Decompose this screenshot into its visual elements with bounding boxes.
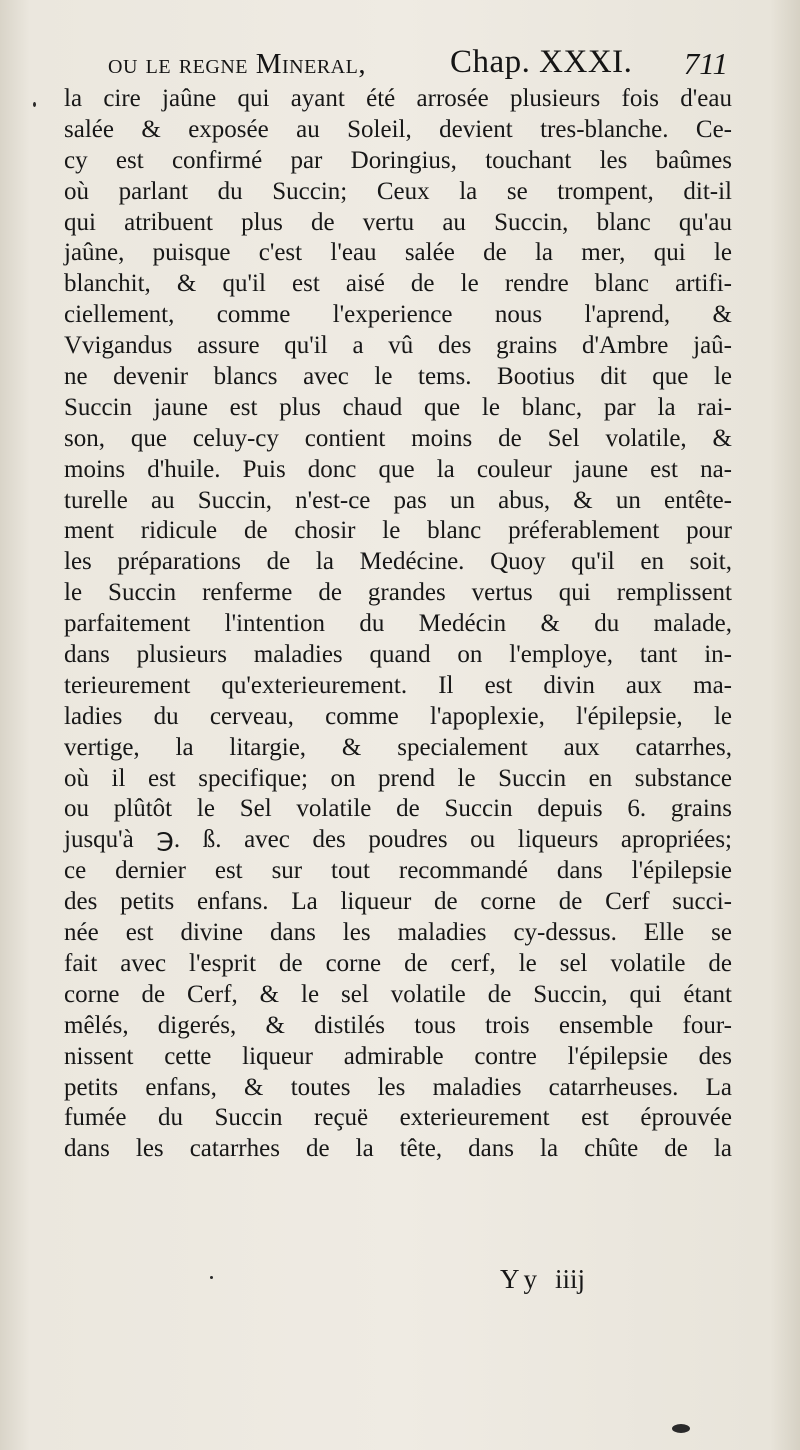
text-line: son, que celuy-cy contient moins de Sel volatile, & (64, 424, 732, 452)
text-line: mêlés, digerés, & distilés tous trois ensemble four- (64, 1011, 732, 1039)
text-line: turelle au Succin, n'est-ce pas un abus, & un entête- (64, 486, 732, 514)
chapter-heading: Chap. XXXI. (450, 44, 633, 80)
text-line: la cire jaûne qui ayant été arrosée plusieurs fois d'eau (64, 85, 732, 112)
text-line: où parlant du Succin; Ceux la se trompent, dit-il (64, 177, 732, 205)
text-line: ladies du cerveau, comme l'apoplexie, l'épilepsie, le (64, 702, 732, 730)
text-line: jusqu'à ℈. ß. avec des poudres ou liqueurs apropriées; (64, 826, 732, 854)
text-line: petits enfans, & toutes les maladies catarrheuses. La (64, 1073, 732, 1101)
ink-speck (672, 1424, 690, 1433)
text-line: Succin jaune est plus chaud que le blanc, par la rai- (64, 393, 732, 421)
text-line: Vvigandus assure qu'il a vû des grains d'Ambre jaû- (64, 332, 732, 360)
text-line: ment ridicule de chosir le blanc préferablement pour (64, 517, 732, 545)
text-line: des petits enfans. La liqueur de corne de Cerf succi- (64, 888, 732, 916)
text-line: ce dernier est sur tout recommandé dans l'épilepsie (64, 857, 732, 885)
text-line: blanchit, & qu'il est aisé de le rendre blanc artifi- (64, 270, 732, 298)
text-line: vertige, la litargie, & specialement aux catarrhes, (64, 733, 732, 761)
body-text (64, 84, 732, 1165)
text-line: ne devenir blancs avec le tems. Bootius dit que le (64, 363, 732, 391)
text-line: ciellement, comme l'experience nous l'aprend, & (64, 301, 732, 329)
text-line: qui atribuent plus de vertu au Succin, blanc qu'au (64, 208, 732, 236)
running-title: ou le regne Mineral, (108, 48, 367, 80)
text-line: cy est confirmé par Doringius, touchant les baûmes (64, 146, 732, 174)
text-line: née est divine dans les maladies cy-dessus. Elle se (64, 919, 732, 947)
signature-mark (500, 1264, 640, 1295)
text-line: dans plusieurs maladies quand on l'employe, tant in- (64, 641, 732, 669)
text-line: où il est specifique; on prend le Succin en substance (64, 764, 732, 792)
text-line: dans les catarrhes de la tête, dans la chûte de la (64, 1135, 732, 1163)
text-line: le Succin renferme de grandes vertus qui remplissent (64, 579, 732, 607)
text-line: les préparations de la Medécine. Quoy qu'il en soit, (64, 548, 732, 576)
signature-number: iiij (555, 1264, 586, 1294)
text-line: salée & exposée au Soleil, devient tres-blanche. Ce- (64, 115, 732, 143)
signature-letters: Yy (500, 1264, 541, 1294)
text-line: moins d'huile. Puis donc que la couleur jaune est na- (64, 455, 732, 483)
text-line: nissent cette liqueur admirable contre l'épilepsie des (64, 1042, 732, 1070)
text-line: parfaitement l'intention du Medécin & du malade, (64, 610, 732, 638)
text-line: fumée du Succin reçuë exterieurement est éprouvée (64, 1104, 732, 1132)
ink-speck (33, 102, 36, 107)
ink-speck (210, 1276, 213, 1279)
text-line: ou plûtôt le Sel volatile de Succin depuis 6. grains (64, 795, 732, 823)
text-line: jaûne, puisque c'est l'eau salée de la mer, qui le (64, 239, 732, 267)
text-line: fait avec l'esprit de corne de cerf, le sel volatile de (64, 949, 732, 977)
text-line: corne de Cerf, & le sel volatile de Succin, qui étant (64, 980, 732, 1008)
text-line: terieurement qu'exterieurement. Il est divin aux ma- (64, 671, 732, 699)
page-number: 711 (683, 46, 728, 81)
